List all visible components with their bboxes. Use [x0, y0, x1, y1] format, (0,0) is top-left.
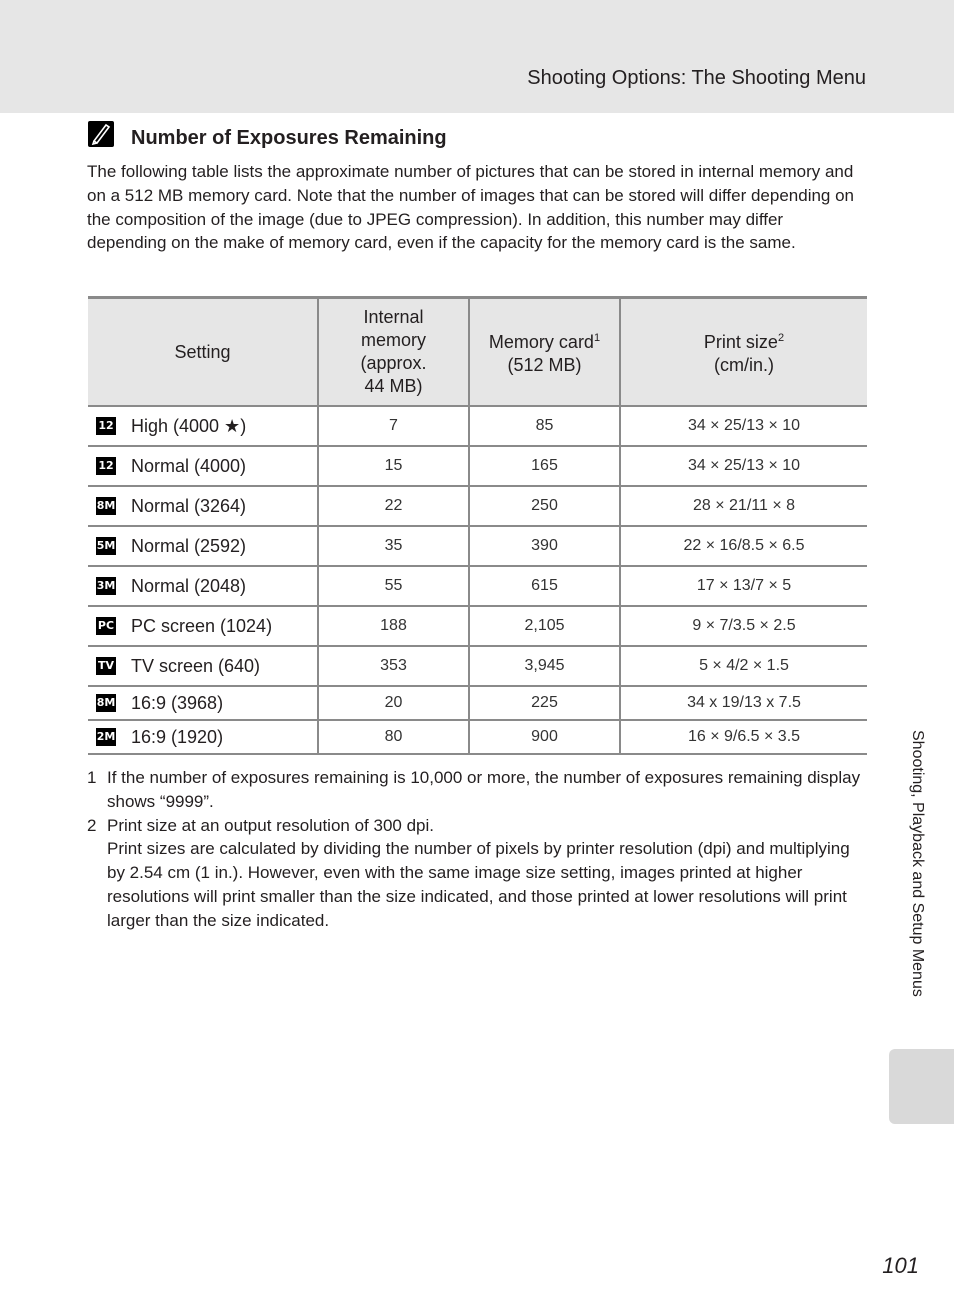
print-size: 5 × 4/2 × 1.5	[620, 646, 867, 686]
footnote-text: Print size at an output resolution of 300 dpi.	[107, 815, 434, 835]
intro-paragraph: The following table lists the approximate number of pictures that can be stored in internal memory and on a 512 MB memory card. Note that the number of images that can be stored will differ depending on the composition of the image (due to JPEG compression). In addition, this number may differ depending on the make of memory card, even if the capacity for the memory card is the same.	[87, 162, 855, 253]
image-mode-5m-icon: 5M	[96, 537, 116, 555]
footnote-1	[87, 766, 867, 814]
image-mode-12m-star-icon: 12	[96, 417, 116, 435]
footnote-text: If the number of exposures remaining is 10,000 or more, the number of exposures remaining display shows “9999”.	[107, 768, 861, 811]
running-header: Shooting Options: The Shooting Menu	[527, 67, 866, 89]
print-size: 34 x 19/13 x 7.5	[620, 686, 867, 720]
setting-label: Normal (2592)	[131, 535, 247, 556]
footnote-2	[87, 814, 867, 933]
table-row	[88, 526, 867, 566]
internal-count: 55	[318, 566, 469, 606]
image-mode-3m-icon: 3M	[96, 577, 116, 595]
table-header-row	[88, 298, 867, 407]
table-row	[88, 606, 867, 646]
card-count: 85	[469, 406, 620, 446]
setting-label: Normal (2048)	[131, 575, 247, 596]
print-size: 9 × 7/3.5 × 2.5	[620, 606, 867, 646]
setting-label: TV screen (640)	[131, 655, 261, 676]
internal-count: 22	[318, 486, 469, 526]
card-count: 3,945	[469, 646, 620, 686]
header-setting: Setting	[88, 298, 318, 407]
internal-count: 80	[318, 720, 469, 754]
note-icon	[88, 121, 114, 147]
page-number: 101	[882, 1253, 919, 1278]
internal-count: 7	[318, 406, 469, 446]
card-count: 900	[469, 720, 620, 754]
footnote-number: 1	[87, 768, 97, 787]
internal-count: 353	[318, 646, 469, 686]
print-size: 34 × 25/13 × 10	[620, 406, 867, 446]
footnote-number: 2	[87, 815, 97, 835]
internal-count: 188	[318, 606, 469, 646]
print-size: 22 × 16/8.5 × 6.5	[620, 526, 867, 566]
card-count: 225	[469, 686, 620, 720]
footnotes	[87, 766, 867, 933]
setting-label: 16:9 (3968)	[131, 692, 224, 713]
image-mode-12m-icon: 12	[96, 457, 116, 475]
image-mode-169-2m-icon: 2M	[96, 728, 116, 746]
setting-label: 16:9 (1920)	[131, 726, 224, 747]
print-size: 17 × 13/7 × 5	[620, 566, 867, 606]
footnote-text-continued: Print sizes are calculated by dividing the number of pixels by printer resolution (dpi) and multiplying by 2.54 cm (1 in.). However, even with the same image size setting, images printed at higher resolutions will print smaller than the size indicated, and those printed at lower resolutions will print larger than the size indicated.	[107, 839, 850, 930]
setting-label: High (4000 ★)	[131, 415, 247, 436]
setting-label: Normal (4000)	[131, 455, 247, 476]
card-count: 615	[469, 566, 620, 606]
print-size: 34 × 25/13 × 10	[620, 446, 867, 486]
table-row	[88, 646, 867, 686]
print-size: 28 × 21/11 × 8	[620, 486, 867, 526]
table-row	[88, 686, 867, 720]
table-row	[88, 720, 867, 754]
image-mode-8m-icon: 8M	[96, 497, 116, 515]
card-count: 250	[469, 486, 620, 526]
print-size: 16 × 9/6.5 × 3.5	[620, 720, 867, 754]
card-count: 390	[469, 526, 620, 566]
side-tab-block	[889, 1049, 954, 1124]
image-mode-169-8m-icon: 8M	[96, 694, 116, 712]
section-title: Number of Exposures Remaining	[131, 127, 447, 149]
image-mode-pc-icon: PC	[96, 617, 116, 635]
internal-count: 35	[318, 526, 469, 566]
setting-label: Normal (3264)	[131, 495, 247, 516]
setting-label: PC screen (1024)	[131, 615, 273, 636]
table-row	[88, 406, 867, 446]
card-count: 2,105	[469, 606, 620, 646]
card-count: 165	[469, 446, 620, 486]
internal-count: 20	[318, 686, 469, 720]
header-internal-memory: Internal memory (approx. 44 MB)	[318, 298, 469, 407]
table-row	[88, 446, 867, 486]
header-band	[0, 0, 954, 113]
exposures-table	[88, 296, 867, 755]
table-row	[88, 486, 867, 526]
internal-count: 15	[318, 446, 469, 486]
header-print-size: Print size$^2$ (cm/in.)	[620, 298, 867, 407]
table-row	[88, 566, 867, 606]
image-mode-tv-icon: TV	[96, 657, 116, 675]
side-tab-label: Shooting, Playback and Setup Menus	[909, 730, 926, 997]
header-memory-card: Memory card$^1$ (512 MB)	[469, 298, 620, 407]
